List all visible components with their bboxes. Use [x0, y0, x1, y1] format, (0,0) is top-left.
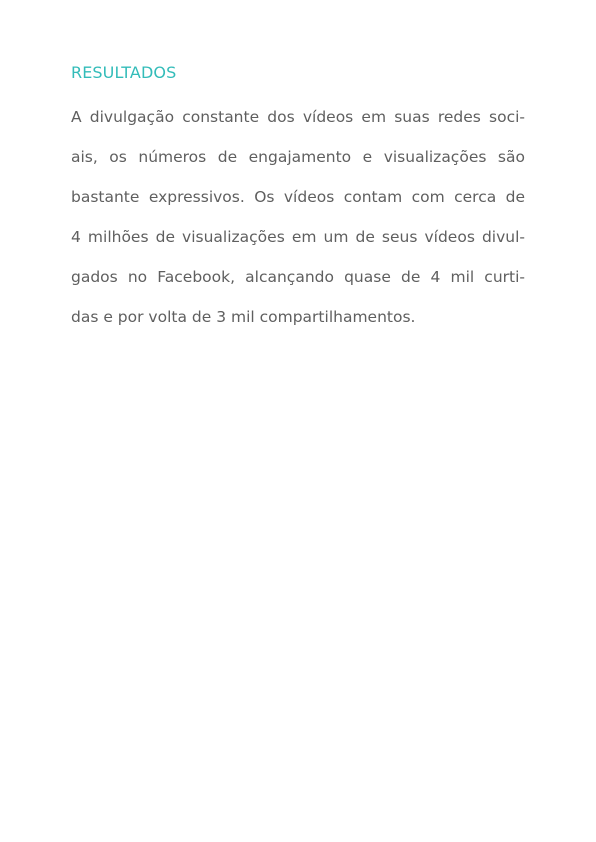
paragraph-line: 4 milhões de visualizações em um de seus vídeos divul-: [71, 228, 525, 246]
section-heading: RESULTADOS: [71, 63, 177, 82]
paragraph-line: ais, os números de engajamento e visualizações são: [71, 148, 525, 166]
paragraph-line: bastante expressivos. Os vídeos contam com cerca de: [71, 188, 525, 206]
body-paragraph: [71, 105, 525, 345]
paragraph-line: A divulgação constante dos vídeos em suas redes soci-: [71, 108, 525, 126]
paragraph-line: gados no Facebook, alcançando quase de 4 mil curti-: [71, 268, 525, 286]
paragraph-line: das e por volta de 3 mil compartilhamentos.: [71, 308, 416, 326]
